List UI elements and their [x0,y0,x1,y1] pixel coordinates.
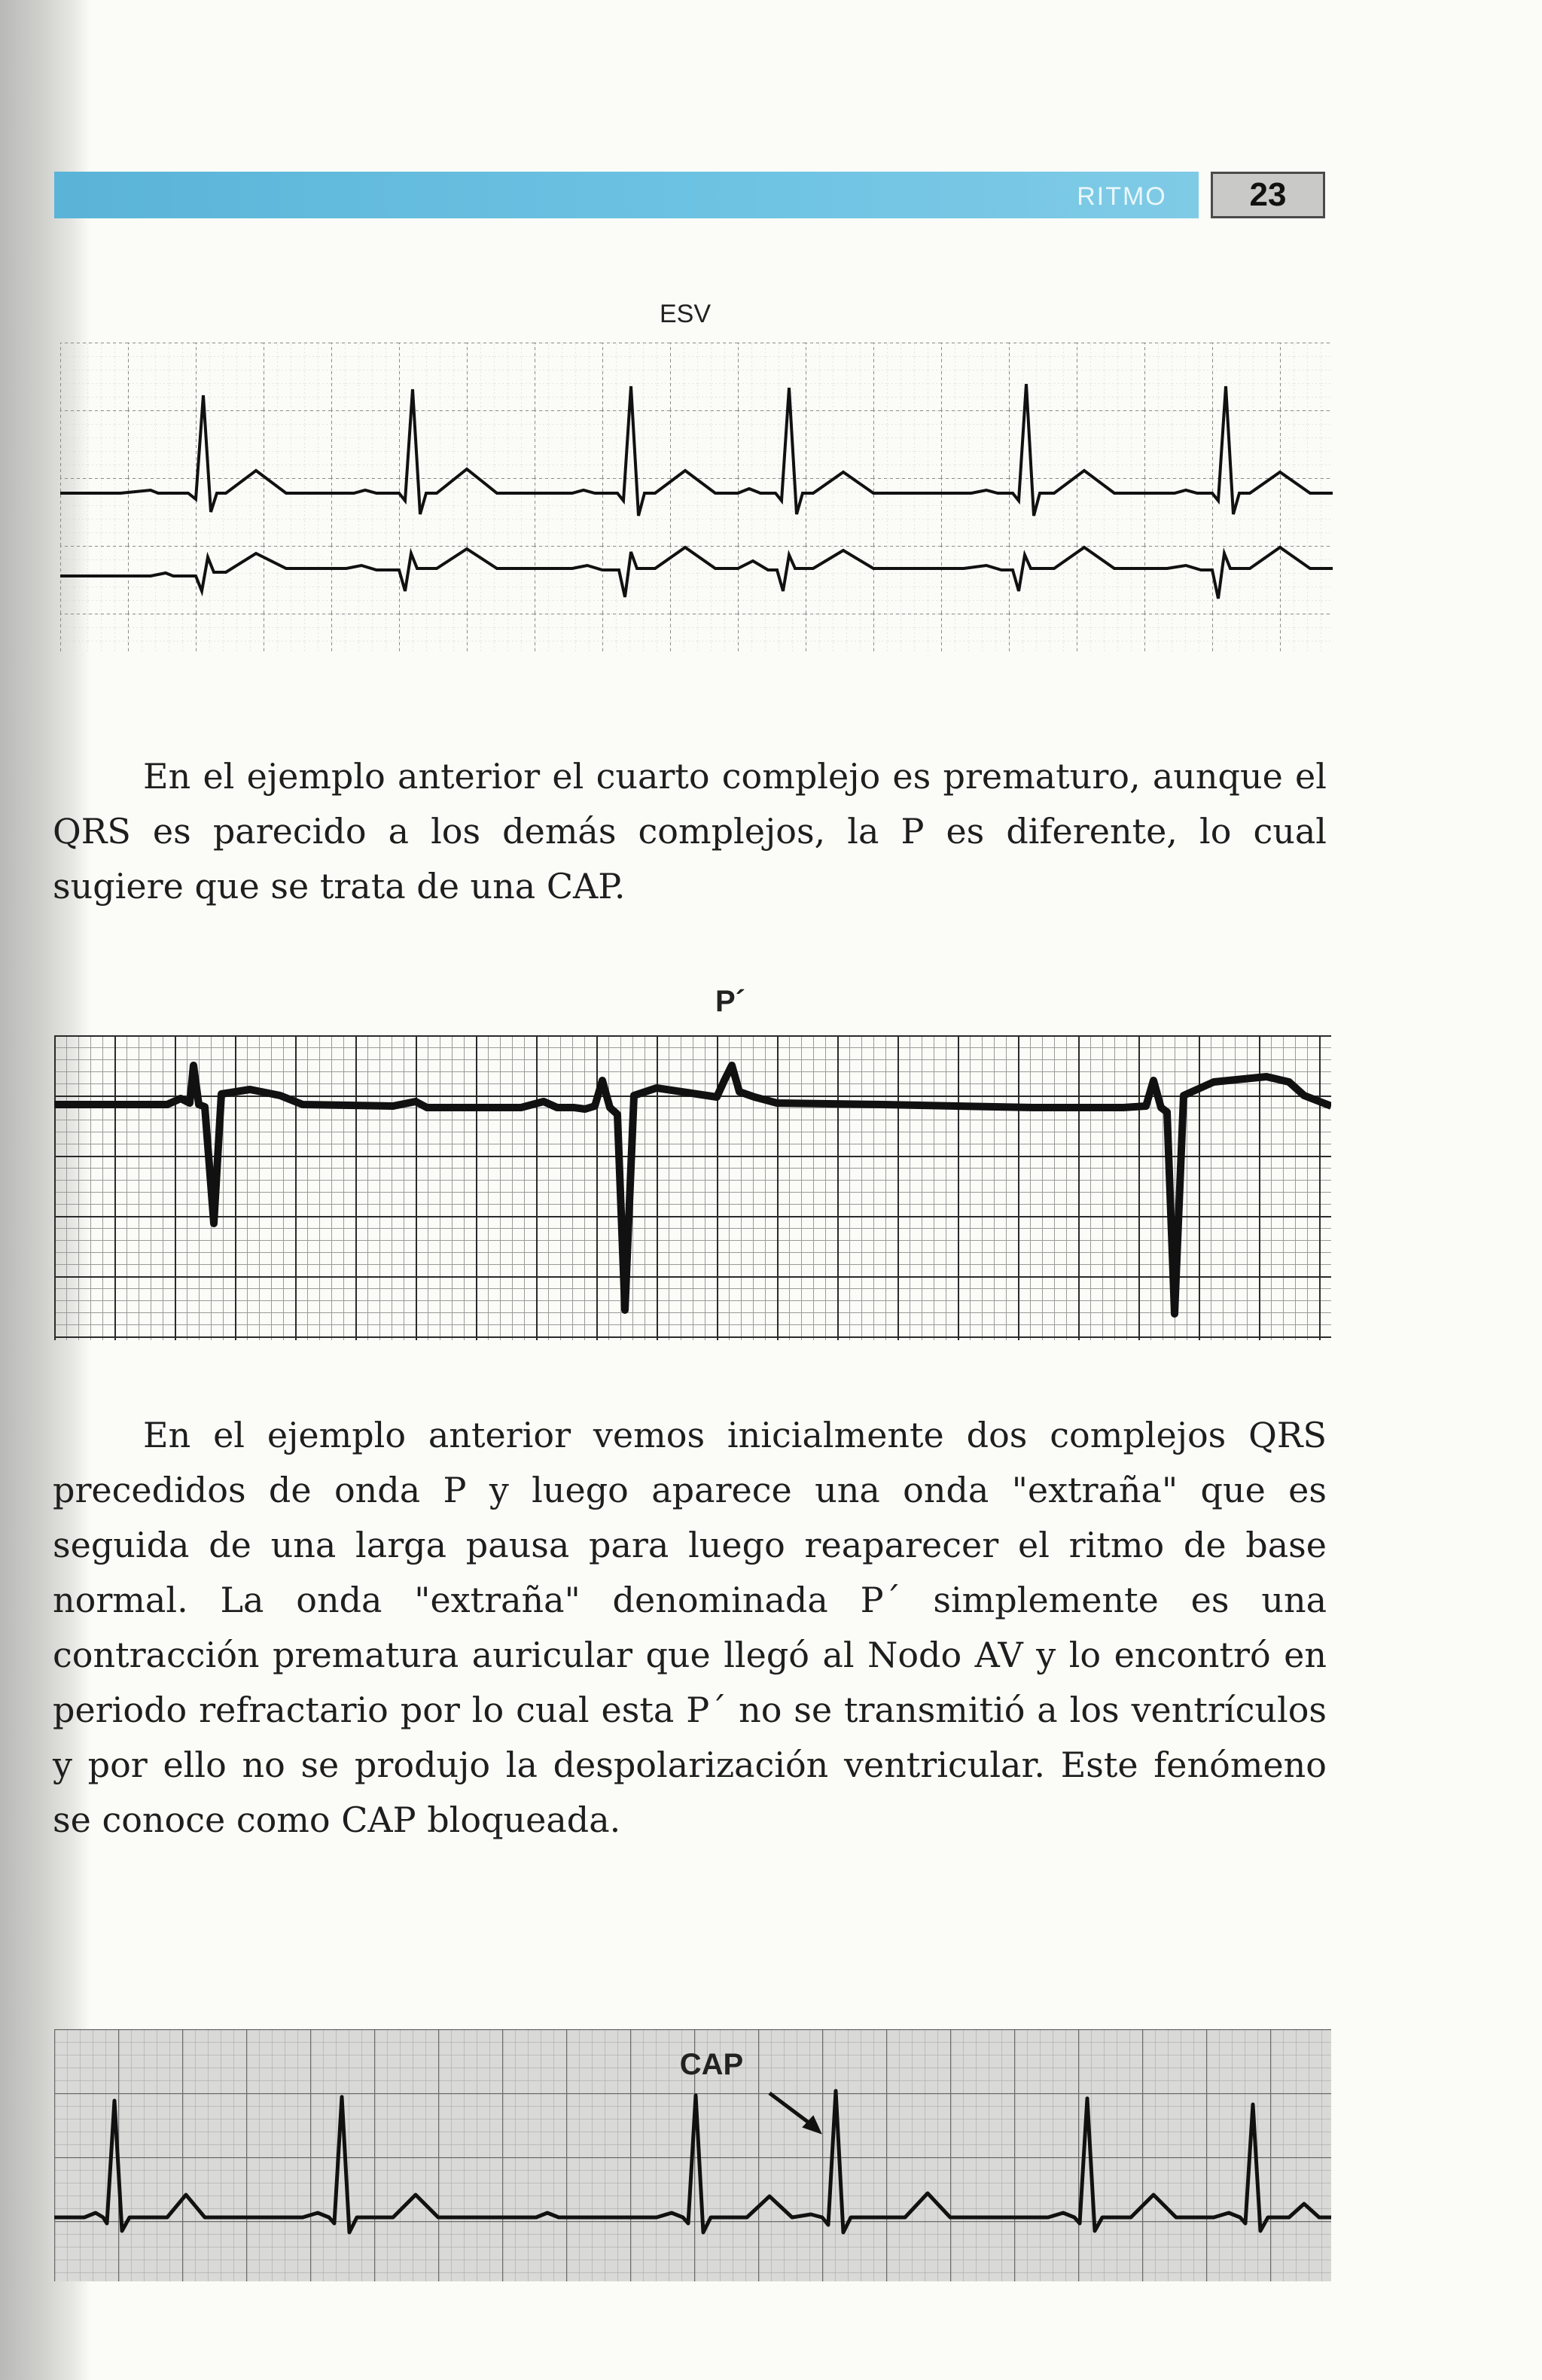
ecg-strip-2-label: P´ [715,985,745,1018]
paragraph-2-text: En el ejemplo anterior vemos inicialmente dos complejos QRS precedidos de onda P y luego aparece una onda "extraña" que es seguida de una larga pausa para luego reaparecer el ritmo de base normal. La onda "extraña" denominada P´ simplemente es una contracción prematura auricular que llegó al Nodo AV y lo encontró en periodo refractario por lo cual esta P´ no se transmitió a los ventrículos y por ello no se produjo la despolarización ventricular. Este fenómeno se conoce como CAP bloqueada. [53,1415,1327,1840]
ecg-strip-2 [54,1035,1331,1340]
ecg-strip-3-label: CAP [679,2048,744,2081]
section-title: RITMO [1077,182,1167,211]
paragraph-1-text: En el ejemplo anterior el cuarto complejo es prematuro, aunque el QRS es parecido a los demás complejos, la P es diferente, lo cual sugiere que se trata de una CAP. [53,756,1327,907]
header-band [54,172,1199,218]
paragraph-2 [53,1408,1327,1848]
paragraph-1 [53,749,1327,914]
ecg-strip-1-label: ESV [659,300,712,328]
page-number: 23 [1211,172,1325,218]
ecg-strip-1 [60,343,1333,651]
